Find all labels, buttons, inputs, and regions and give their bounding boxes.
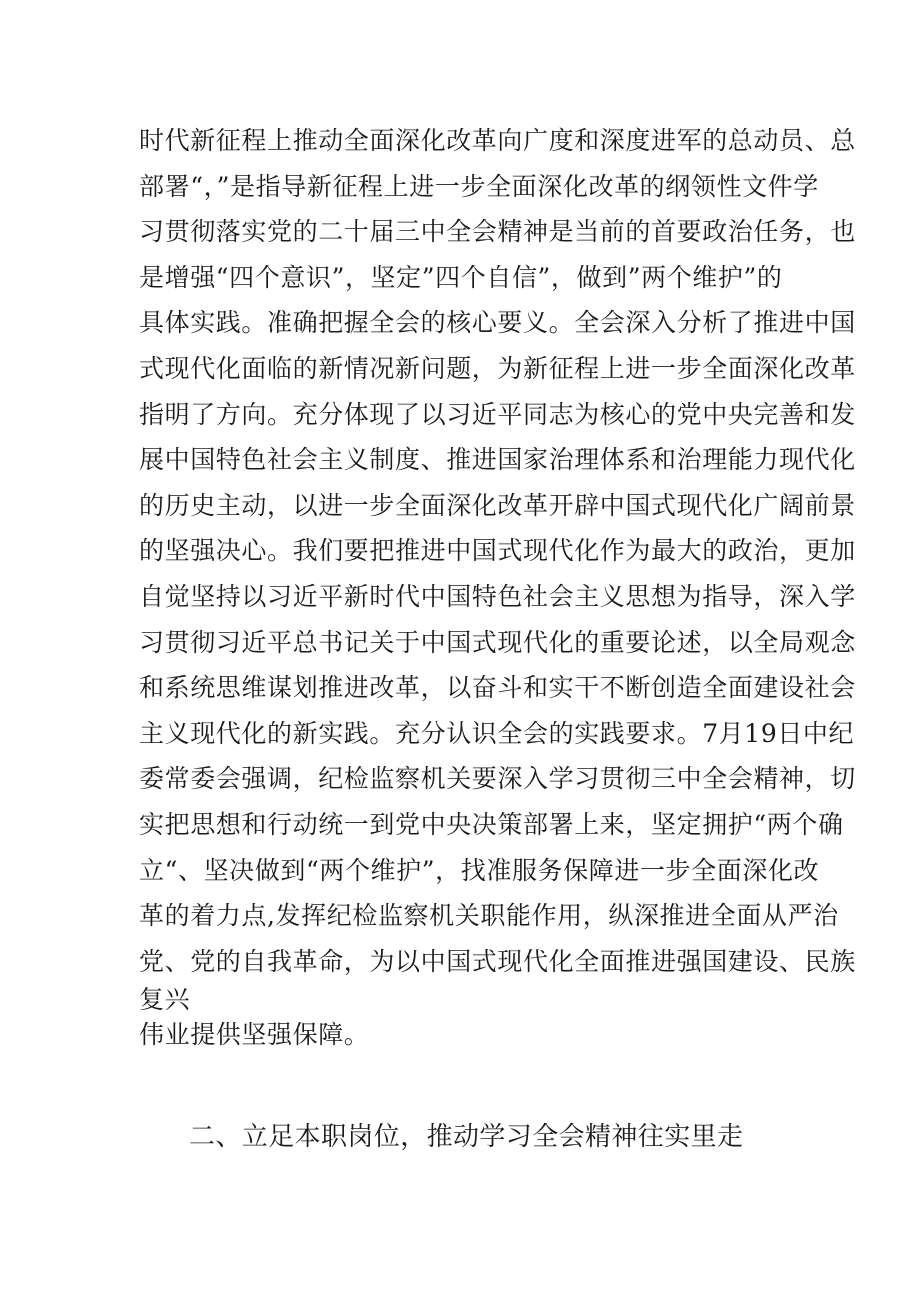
text-line: 立“、坚决做到“两个维护”，找准服务保障进一步全面深化改 bbox=[139, 855, 820, 885]
text-line: 指明了方向。充分体现了以习近平同志为核心的党中央完善和发 bbox=[139, 399, 856, 429]
text-line: 复兴 bbox=[139, 985, 191, 1015]
text-line: 委常委会强调，纪检监察机关要深入学习贯彻三中全会精神，切 bbox=[139, 764, 856, 794]
section-heading: 二、立足本职岗位，推动学习全会精神往实里走 bbox=[189, 1122, 744, 1152]
text-line: 自觉坚持以习近平新时代中国特色社会主义思想为指导，深入学 bbox=[139, 581, 856, 611]
text-line: 时代新征程上推动全面深化改革向广度和深度进军的总动员、总 bbox=[139, 126, 856, 155]
text-line: 党、党的自我革命，为以中国式现代化全面推进强国建设、民族 bbox=[139, 946, 856, 976]
text-line: 实把思想和行动统一到党中央决策部署上来，坚定拥护“两个确 bbox=[139, 809, 844, 839]
text-line: 的坚强决心。我们要把推进中国式现代化作为最大的政治，更加 bbox=[139, 536, 856, 566]
text-line: 具体实践。准确把握全会的核心要义。全会深入分析了推进中国 bbox=[139, 308, 856, 338]
text-line: 革的着力点,发挥纪检监察机关职能作用，纵深推进全面从严治 bbox=[139, 901, 839, 931]
text-line: 是增强“四个意识”，坚定”四个自信”，做到”两个维护”的 bbox=[139, 262, 783, 292]
text-line: 习贯彻落实党的二十届三中全会精神是当前的首要政治任务，也 bbox=[139, 217, 856, 247]
text-line: 部署“，”是指导新征程上进一步全面深化改革的纲领性文件学 bbox=[139, 171, 819, 201]
body-paragraph bbox=[139, 118, 856, 1055]
text-line: 伟业提供坚强保障。 bbox=[139, 1020, 370, 1050]
text-line: 主义现代化的新实践。充分认识全会的实践要求。7月19日中纪 bbox=[139, 718, 855, 748]
text-line: 和系统思维谋划推进改革，以奋斗和实干不断创造全面建设社会 bbox=[139, 673, 856, 703]
text-line: 展中国特色社会主义制度、推进国家治理体系和治理能力现代化 bbox=[139, 445, 856, 475]
text-line: 式现代化面临的新情况新问题，为新征程上进一步全面深化改革 bbox=[139, 353, 856, 383]
text-line: 的历史主动，以进一步全面深化改革开辟中国式现代化广阔前景 bbox=[139, 490, 856, 520]
text-line: 习贯彻习近平总书记关于中国式现代化的重要论述，以全局观念 bbox=[139, 627, 856, 657]
